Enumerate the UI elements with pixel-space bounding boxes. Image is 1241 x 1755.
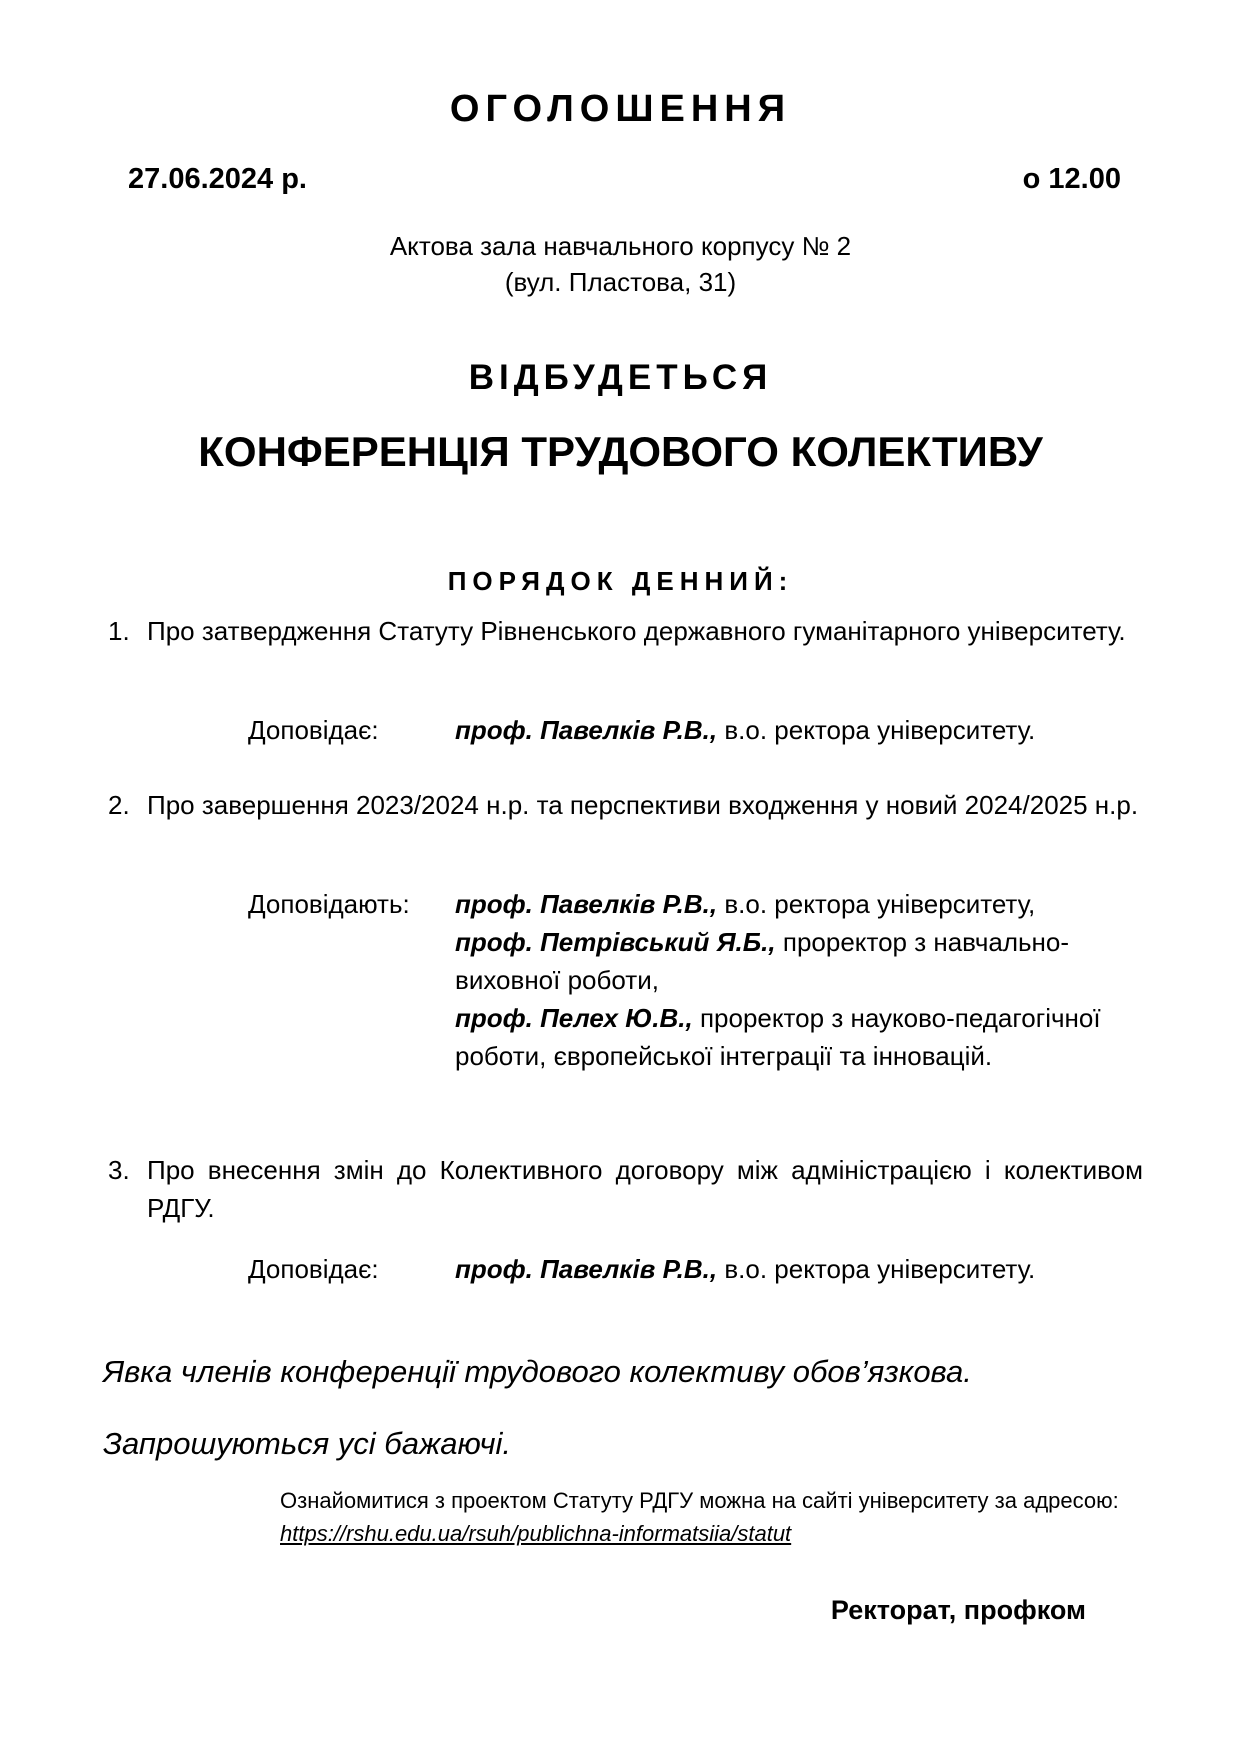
- attendance-notice: Явка членів конференції трудового колективу обов’язкова.: [103, 1354, 972, 1389]
- speaker-list: [455, 711, 1155, 749]
- event-name: КОНФЕРЕНЦІЯ ТРУДОВОГО КОЛЕКТИВУ: [198, 428, 1043, 475]
- agenda-item-text: Про затвердження Статуту Рівненського державного гуманітарного університету.: [147, 616, 1126, 646]
- agenda-item-number: 1.: [108, 616, 130, 646]
- speaker-entry: [455, 1250, 1155, 1288]
- agenda-heading: ПОРЯДОК ДЕННИЙ:: [447, 566, 794, 596]
- agenda-item-number: 3.: [108, 1155, 130, 1185]
- statute-note: [280, 1484, 1120, 1550]
- event-time: о 12.00: [1022, 163, 1121, 195]
- speaker-label: Доповідають:: [248, 889, 410, 919]
- speaker-role: в.о. ректора університету.: [717, 715, 1036, 745]
- speaker-name: проф. Петрівський Я.Б.,: [455, 927, 776, 957]
- statute-note-text: Ознайомитися з проектом Статуту РДГУ можна на сайті університету за адресою:: [280, 1488, 1119, 1513]
- speaker-entry: [455, 923, 1155, 999]
- speaker-name: проф. Павелків Р.В.,: [455, 1254, 718, 1284]
- speaker-label: Доповідає:: [248, 715, 379, 745]
- speaker-role: проректор з навчально-виховної роботи,: [455, 927, 1070, 995]
- speaker-role: в.о. ректора університету,: [717, 889, 1036, 919]
- speaker-entry: [455, 999, 1155, 1075]
- speaker-name: проф. Павелків Р.В.,: [455, 889, 718, 919]
- will-be-held-heading: ВІДБУДЕТЬСЯ: [468, 358, 773, 397]
- agenda-item-text: Про внесення змін до Колективного договору між адміністрацією і колективом РДГУ.: [147, 1155, 1143, 1223]
- speaker-label: Доповідає:: [248, 1254, 379, 1284]
- speaker-name: проф. Павелків Р.В.,: [455, 715, 718, 745]
- agenda-item-number: 2.: [108, 790, 130, 820]
- speaker-role: проректор з науково-педагогічної роботи, європейської інтеграції та інновацій.: [455, 1003, 1101, 1071]
- speaker-list: [455, 885, 1155, 1075]
- speaker-name: проф. Пелех Ю.В.,: [455, 1003, 693, 1033]
- speaker-entry: [455, 711, 1155, 749]
- agenda-item-text: Про завершення 2023/2024 н.р. та перспективи входження у новий 2024/2025 н.р.: [147, 790, 1139, 820]
- event-date: 27.06.2024 р.: [128, 163, 307, 195]
- statute-link[interactable]: https://rshu.edu.ua/rsuh/publichna-informatsiia/statut: [280, 1521, 792, 1546]
- venue-hall: Актова зала навчального корпусу № 2: [389, 231, 852, 261]
- venue: [0, 228, 1241, 300]
- agenda-item-1: [108, 612, 1143, 650]
- signature: Ректорат, профком: [830, 1595, 1086, 1625]
- speaker-entry: [455, 885, 1155, 923]
- agenda-item-3: [108, 1151, 1143, 1227]
- venue-address: (вул. Пластова, 31): [504, 267, 737, 297]
- announcement-title: ОГОЛОШЕННЯ: [449, 88, 792, 130]
- speaker-list: [455, 1250, 1155, 1288]
- invitation-notice: Запрошуються усі бажаючі.: [103, 1426, 512, 1461]
- agenda-item-2: [108, 786, 1143, 824]
- speaker-role: в.о. ректора університету.: [717, 1254, 1036, 1284]
